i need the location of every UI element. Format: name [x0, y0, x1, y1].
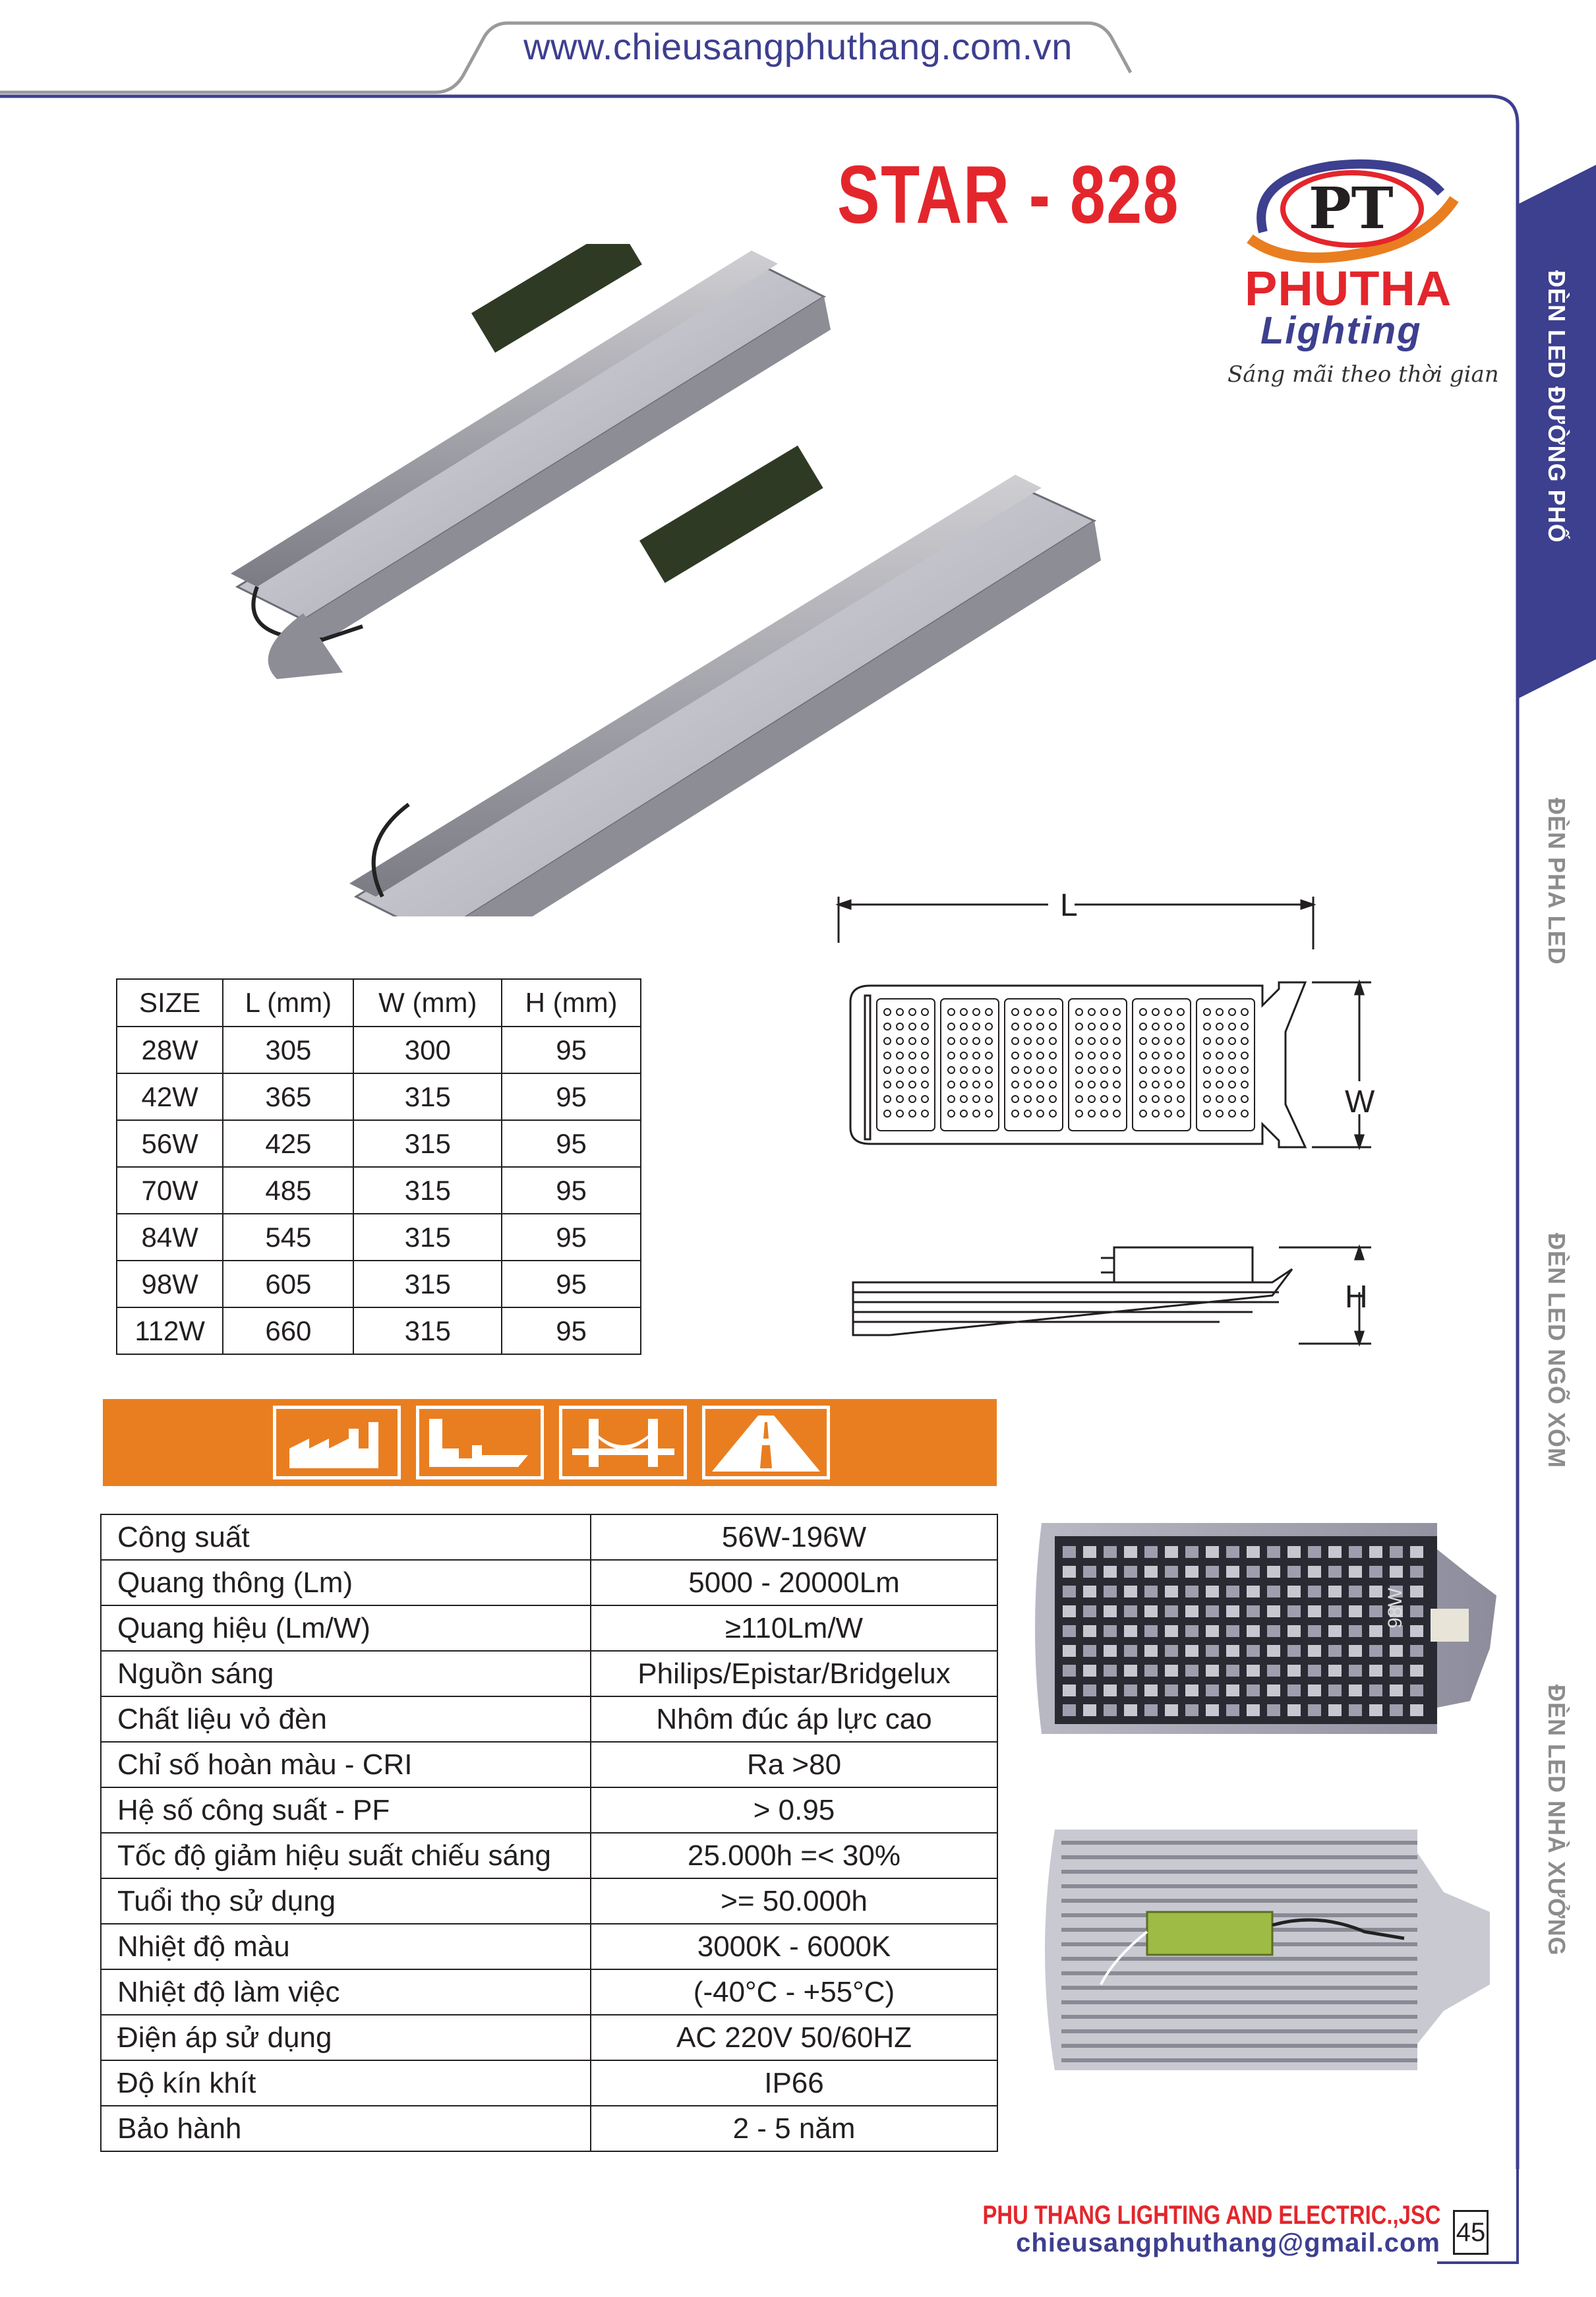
photo-label-wattage: 98W [1384, 1588, 1406, 1628]
spec-label: Độ kín khít [101, 2060, 591, 2106]
size-cell: 42W [117, 1073, 223, 1120]
size-table-header: W (mm) [353, 979, 502, 1027]
spec-value: 2 - 5 năm [591, 2106, 997, 2151]
product-photo-lamps [211, 244, 1121, 916]
spec-label: Nhiệt độ làm việc [101, 1969, 591, 2015]
table-row [101, 1605, 997, 1651]
size-table-header: L (mm) [223, 979, 353, 1027]
spec-label: Công suất [101, 1514, 591, 1560]
width-cell: 300 [353, 1027, 502, 1073]
size-cell: 70W [117, 1167, 223, 1214]
width-cell: 315 [353, 1120, 502, 1167]
table-row [101, 1969, 997, 2015]
dimension-drawing [824, 883, 1404, 1358]
factory-icon [273, 1406, 401, 1479]
table-row [101, 2106, 997, 2151]
table-row [101, 1787, 997, 1833]
tab-den-led-duong-pho[interactable]: ĐÈN LED ĐƯỜNG PHỐ [1543, 270, 1570, 543]
width-cell: 315 [353, 1073, 502, 1120]
size-cell: 28W [117, 1027, 223, 1073]
length-cell: 605 [223, 1261, 353, 1307]
height-cell: 95 [502, 1167, 641, 1214]
table-row [101, 1696, 997, 1742]
spec-value: 5000 - 20000Lm [591, 1560, 997, 1605]
height-cell: 95 [502, 1261, 641, 1307]
spec-value: >= 50.000h [591, 1878, 997, 1924]
table-row [101, 1514, 997, 1560]
spec-value: AC 220V 50/60HZ [591, 2015, 997, 2060]
spec-label: Chất liệu vỏ đèn [101, 1696, 591, 1742]
spec-label: Hệ số công suất - PF [101, 1787, 591, 1833]
height-cell: 95 [502, 1214, 641, 1261]
spec-label: Nguồn sáng [101, 1651, 591, 1696]
height-cell: 95 [502, 1307, 641, 1354]
table-row [101, 2015, 997, 2060]
bridge-icon [559, 1406, 687, 1479]
website-url: www.chieusangphuthang.com.vn [523, 26, 1073, 67]
width-cell: 315 [353, 1167, 502, 1214]
table-row [101, 1560, 997, 1605]
application-icon-bar [103, 1399, 997, 1486]
width-cell: 315 [353, 1214, 502, 1261]
spec-label: Quang hiệu (Lm/W) [101, 1605, 591, 1651]
spec-value: Ra >80 [591, 1742, 997, 1787]
port-icon [416, 1406, 544, 1479]
table-row [101, 2060, 997, 2106]
spec-label: Nhiệt độ màu [101, 1924, 591, 1969]
spec-value: 3000K - 6000K [591, 1924, 997, 1969]
tab-den-led-ngo-xom[interactable]: ĐÈN LED NGÕ XÓM [1543, 1233, 1570, 1469]
dimension-label-height: H [1345, 1280, 1368, 1315]
spec-label: Chỉ số hoàn màu - CRI [101, 1742, 591, 1787]
table-row [101, 1924, 997, 1969]
specification-table [100, 1514, 998, 2152]
size-cell: 98W [117, 1261, 223, 1307]
table-row [101, 1833, 997, 1878]
brand-name: PHUTHA [1245, 261, 1452, 316]
size-cell: 84W [117, 1214, 223, 1261]
size-cell: 56W [117, 1120, 223, 1167]
length-cell: 545 [223, 1214, 353, 1261]
spec-value: IP66 [591, 2060, 997, 2106]
size-table-header: SIZE [117, 979, 223, 1027]
width-cell: 315 [353, 1307, 502, 1354]
height-cell: 95 [502, 1027, 641, 1073]
length-cell: 365 [223, 1073, 353, 1120]
photo-led-module-front [1035, 1510, 1503, 2209]
table-row [101, 1651, 997, 1696]
spec-value: ≥110Lm/W [591, 1605, 997, 1651]
dimension-label-width: W [1345, 1085, 1375, 1119]
spec-label: Quang thông (Lm) [101, 1560, 591, 1605]
height-cell: 95 [502, 1120, 641, 1167]
table-row [117, 1167, 641, 1214]
table-row [117, 1214, 641, 1261]
product-model: STAR - 828 [837, 150, 1180, 241]
table-row [101, 1742, 997, 1787]
size-table-header: H (mm) [502, 979, 641, 1027]
spec-value: (-40°C - +55°C) [591, 1969, 997, 2015]
length-cell: 660 [223, 1307, 353, 1354]
table-row [117, 1027, 641, 1073]
spec-value: > 0.95 [591, 1787, 997, 1833]
page-number: 45 [1453, 2210, 1489, 2255]
size-table [116, 978, 641, 1355]
length-cell: 425 [223, 1120, 353, 1167]
table-row [117, 1307, 641, 1354]
tab-den-pha-led[interactable]: ĐÈN PHA LED [1543, 798, 1570, 965]
length-cell: 485 [223, 1167, 353, 1214]
tab-den-led-nha-xuong[interactable]: ĐÈN LED NHÀ XƯỞNG [1543, 1685, 1570, 1956]
brand-slogan: Sáng mãi theo thời gian [1227, 361, 1499, 388]
length-cell: 305 [223, 1027, 353, 1073]
spec-label: Tốc độ giảm hiệu suất chiếu sáng [101, 1833, 591, 1878]
dimension-label-length: L [1060, 888, 1078, 923]
brand-logo-letters: PT [1309, 175, 1394, 242]
spec-label: Tuổi thọ sử dụng [101, 1878, 591, 1924]
width-cell: 315 [353, 1261, 502, 1307]
spec-value: Philips/Epistar/Bridgelux [591, 1651, 997, 1696]
spec-label: Điện áp sử dụng [101, 2015, 591, 2060]
table-row [117, 1073, 641, 1120]
size-cell: 112W [117, 1307, 223, 1354]
spec-value: Nhôm đúc áp lực cao [591, 1696, 997, 1742]
table-row [101, 1878, 997, 1924]
table-row [117, 1261, 641, 1307]
brand-subtitle: Lighting [1260, 309, 1422, 352]
spec-label: Bảo hành [101, 2106, 591, 2151]
footer-email[interactable]: chieusangphuthang@gmail.com [1016, 2228, 1440, 2257]
spec-value: 25.000h =< 30% [591, 1833, 997, 1878]
table-row [117, 1120, 641, 1167]
spec-value: 56W-196W [591, 1514, 997, 1560]
road-icon [702, 1406, 830, 1479]
height-cell: 95 [502, 1073, 641, 1120]
footer-company-name: PHU THANG LIGHTING AND ELECTRIC.,JSC [982, 2201, 1440, 2230]
size-table-header-row [117, 979, 641, 1027]
